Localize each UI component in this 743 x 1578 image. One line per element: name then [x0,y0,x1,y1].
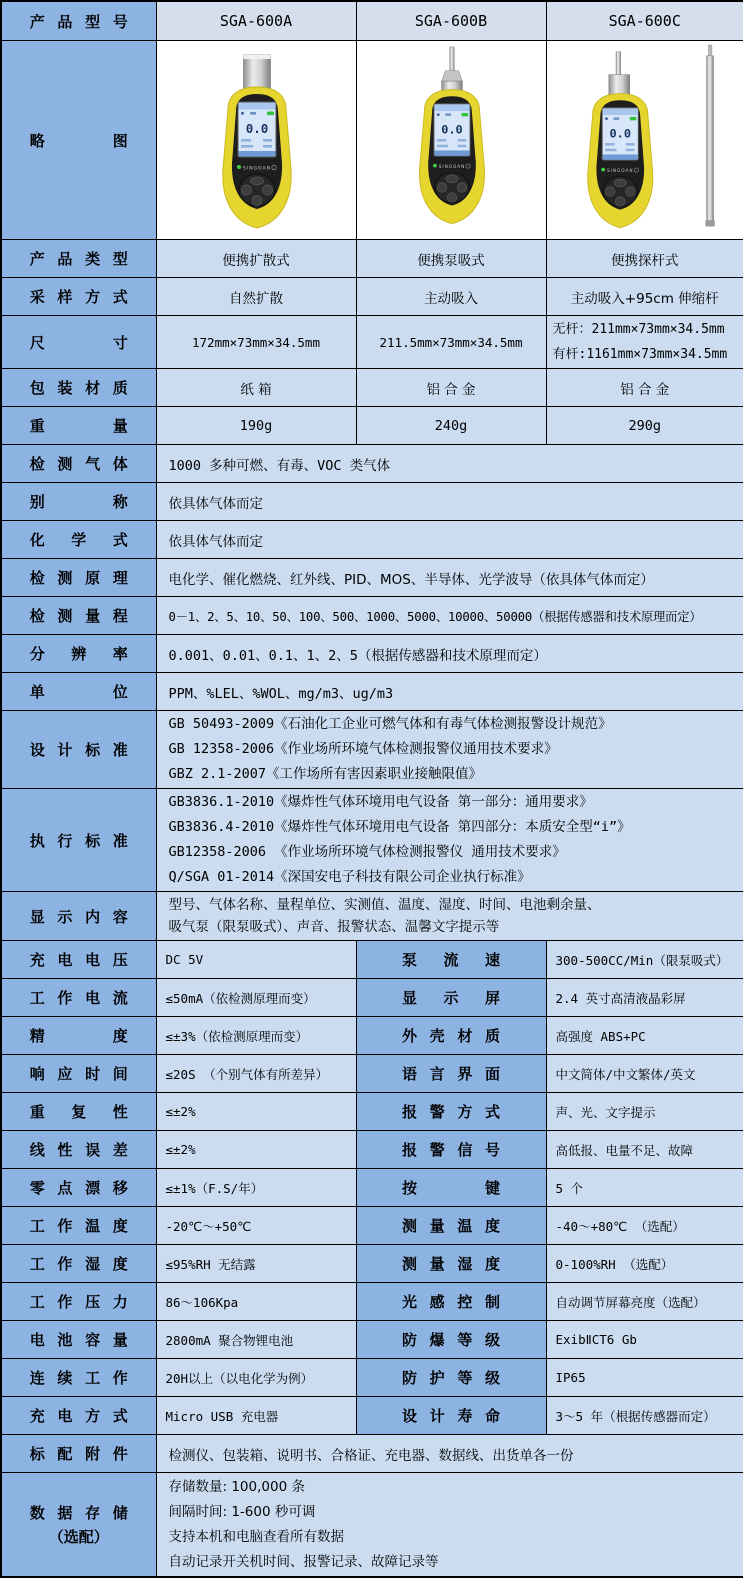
row-label: 报警方式 [402,1103,500,1121]
dimension-line: 无杆：211mm×73mm×34.5mm [553,317,743,342]
sensor-cap [608,75,629,96]
row-label: 精度 [30,1027,128,1045]
storage-line: 间隔时间: 1-600 秒可调 [169,1500,743,1525]
spec-value-cell: 211.5mm×73mm×34.5mm [356,316,546,369]
storage-line: 存储数量: 100,000 条 [169,1475,743,1500]
table-row [1,1017,743,1055]
spec-value-cell: 便携泵吸式 [356,240,546,278]
spec-value-cell: 0-100%RH （选配） [546,1245,743,1283]
standard-line: GB 50493-2009《石油化工企业可燃气体和有毒气体检测报警设计规范》 [169,712,743,737]
row-label: 包装材质 [30,379,128,397]
storage-line: 自动记录开关机时间、报警记录、故障记录等 [169,1550,743,1575]
spec-value-cell: 290g [546,407,743,445]
row-label: 显示屏 [402,989,500,1007]
spec-value-cell: 20H以上（以电化学为例） [156,1359,356,1397]
standard-line: GB3836.1-2010《爆炸性气体环境用电气设备 第一部分：通用要求》 [169,790,743,815]
spec-value-cell: 纸 箱 [156,369,356,407]
row-label: 连续工作 [30,1369,128,1387]
spec-value-cell: 2800mA 聚合物锂电池 [156,1321,356,1359]
spec-value-cell: ≤50mA（依检测原理而变） [156,979,356,1017]
storage-label-cell [1,1473,156,1578]
row-label: 化学式 [30,531,128,549]
table-row [1,1435,743,1473]
row-label: 工作电流 [30,989,128,1007]
spec-value-cell: -20℃～+50℃ [156,1207,356,1245]
spec-value-cell: ≤±2% [156,1131,356,1169]
spec-value-cell: ≤20S （个别气体有所差异） [156,1055,356,1093]
table-row [1,1,743,41]
probe-rod [615,52,620,77]
spec-value-cell: ≤±2% [156,1093,356,1131]
table-row [1,483,743,521]
display-line: 型号、气体名称、量程单位、实测值、温度、湿度、时间、电池剩余量、 [169,894,743,916]
sketch-cell-b [356,41,546,240]
spec-value-cell: 中文简体/中文繁体/英文 [546,1055,743,1093]
table-row [1,892,743,941]
table-row [1,597,743,635]
table-row [1,445,743,483]
table-row [1,1245,743,1283]
spec-value-cell: 5 个 [546,1169,743,1207]
header-label-cell [1,1,156,41]
row-label: 设计寿命 [402,1407,500,1425]
table-row [1,711,743,789]
probe-rod [449,47,454,71]
table-row [1,1473,743,1578]
product-sketch-sga-600c [547,41,743,239]
spec-value-cell: DC 5V [156,941,356,979]
table-row [1,1359,743,1397]
row-label: 泵流速 [402,951,500,969]
row-label: 测量温度 [402,1217,500,1235]
row-label: 防爆等级 [402,1331,500,1349]
spec-value-cell: 电化学、催化燃烧、红外线、PID、MOS、半导体、光学波导（依具体气体而定） [156,559,743,597]
storage-label-line: 数据存储 [30,1501,128,1525]
table-row [1,316,743,369]
row-label: 执行标准 [30,832,128,850]
table-row [1,979,743,1017]
row-label: 重复性 [30,1103,128,1121]
row-label: 光感控制 [402,1293,500,1311]
spec-value-cell: ≤95%RH 无结露 [156,1245,356,1283]
spec-value-cell: 0－1、2、5、10、50、100、500、1000、5000、10000、50000（根据传感器和技术原理而定） [156,597,743,635]
table-row [1,1397,743,1435]
sketch-label: 略图 [30,132,128,150]
spec-value-cell: 高强度 ABS+PC [546,1017,743,1055]
spec-value-cell: PPM、%LEL、%WOL、mg/m3、ug/m3 [156,673,743,711]
table-row [1,789,743,892]
row-label: 尺寸 [30,334,128,352]
spec-value-cell: 依具体气体而定 [156,521,743,559]
row-label: 线性误差 [30,1141,128,1159]
spec-value-cell: Micro USB 充电器 [156,1397,356,1435]
row-label: 单位 [30,683,128,701]
row-label: 充电方式 [30,1407,128,1425]
row-label: 检测原理 [30,569,128,587]
spec-value-cell: 自然扩散 [156,278,356,316]
accessories-cell: 检测仪、包装箱、说明书、合格证、充电器、数据线、出货单各一份 [156,1435,743,1473]
table-row [1,41,743,240]
display-content-cell [156,892,743,941]
storage-label-line: （选配） [30,1525,128,1549]
row-label: 工作湿度 [30,1255,128,1273]
spec-value-cell: 主动吸入 [356,278,546,316]
probe-cone [441,71,462,81]
sensor-cap [243,55,270,89]
table-row [1,1093,743,1131]
row-label: 标配附件 [30,1445,128,1463]
spec-value-cell: 240g [356,407,546,445]
table-row [1,1169,743,1207]
standard-line: GB12358-2006 《作业场所环境气体检测报警仪 通用技术要求》 [169,840,743,865]
sketch-cell-c [546,41,743,240]
product-sketch-sga-600b [357,41,547,239]
telescopic-rod [705,45,714,226]
storage-cell [156,1473,743,1578]
spec-value-cell: ≤±3%（依检测原理而变） [156,1017,356,1055]
table-row [1,673,743,711]
row-label: 按键 [402,1179,500,1197]
spec-value-cell: 主动吸入+95cm 伸缩杆 [546,278,743,316]
standard-line: Q/SGA 01-2014《深国安电子科技有限公司企业执行标准》 [169,865,743,890]
row-label: 外壳材质 [402,1027,500,1045]
design-standards-cell [156,711,743,789]
spec-value-cell: 高低报、电量不足、故障 [546,1131,743,1169]
exec-standards-cell [156,789,743,892]
row-label: 显示内容 [30,908,128,926]
row-label: 零点漂移 [30,1179,128,1197]
model-b-header: SGA-600B [356,1,546,41]
dimension-line: 有杆:1161mm×73mm×34.5mm [553,342,743,367]
row-label: 重量 [30,417,128,435]
table-row [1,941,743,979]
spec-value-cell: 3～5 年（根据传感器而定） [546,1397,743,1435]
spec-value-cell: 声、光、文字提示 [546,1093,743,1131]
spec-value-cell: 依具体气体而定 [156,483,743,521]
table-row [1,1055,743,1093]
spec-value-cell: -40～+80℃ （选配） [546,1207,743,1245]
table-row [1,635,743,673]
spec-value-cell: 铝 合 金 [546,369,743,407]
row-label: 电池容量 [30,1331,128,1349]
row-label: 设计标准 [30,741,128,759]
spec-value-cell: 铝 合 金 [356,369,546,407]
model-a-header: SGA-600A [156,1,356,41]
spec-value-cell: 300-500CC/Min（限泵吸式） [546,941,743,979]
spec-value-cell: ≤±1%（F.S/年） [156,1169,356,1207]
table-row [1,559,743,597]
row-label: 检测气体 [30,455,128,473]
table-row [1,407,743,445]
row-label: 别称 [30,493,128,511]
standard-line: GBZ 2.1-2007《工作场所有害因素职业接触限值》 [169,762,743,787]
spec-value-cell: 1000 多种可燃、有毒、VOC 类气体 [156,445,743,483]
row-label: 产品类型 [30,250,128,268]
header-label: 产品型号 [30,13,128,31]
row-label: 检测量程 [30,607,128,625]
spec-value-cell: 2.4 英寸高清液晶彩屏 [546,979,743,1017]
spec-value-cell: 便携探杆式 [546,240,743,278]
spec-value-cell: 190g [156,407,356,445]
spec-value-cell: 便携扩散式 [156,240,356,278]
table-row [1,521,743,559]
row-label: 工作压力 [30,1293,128,1311]
spec-value-cell: ExibⅡCT6 Gb [546,1321,743,1359]
table-row [1,1207,743,1245]
table-row [1,1283,743,1321]
row-label: 分辨率 [30,645,128,663]
row-label: 充电电压 [30,951,128,969]
row-label: 采样方式 [30,288,128,306]
spec-value-cell: 自动调节屏幕亮度（选配） [546,1283,743,1321]
row-label: 工作温度 [30,1217,128,1235]
spec-value-cell: 0.001、0.01、0.1、1、2、5（根据传感器和技术原理而定） [156,635,743,673]
row-label: 测量湿度 [402,1255,500,1273]
storage-line: 支持本机和电脑查看所有数据 [169,1525,743,1550]
row-label: 语言界面 [402,1065,500,1083]
display-line: 吸气泵（限泵吸式）、声音、报警状态、温馨文字提示等 [169,916,743,938]
spec-value-cell: 172mm×73mm×34.5mm [156,316,356,369]
table-row [1,1321,743,1359]
table-row [1,240,743,278]
standard-line: GB3836.4-2010《爆炸性气体环境用电气设备 第四部分：本质安全型“i”》 [169,815,743,840]
table-row [1,369,743,407]
spec-value-cell [546,316,743,369]
product-sketch-sga-600a [157,41,357,239]
table-row [1,278,743,316]
spec-value-cell: 86～106Kpa [156,1283,356,1321]
sketch-label-cell [1,41,156,240]
row-label: 响应时间 [30,1065,128,1083]
row-label: 防护等级 [402,1369,500,1387]
row-label: 报警信号 [402,1141,500,1159]
spec-value-cell: IP65 [546,1359,743,1397]
model-c-header: SGA-600C [546,1,743,41]
sketch-cell-a [156,41,356,240]
table-row [1,1131,743,1169]
standard-line: GB 12358-2006《作业场所环境气体检测报警仪通用技术要求》 [169,737,743,762]
